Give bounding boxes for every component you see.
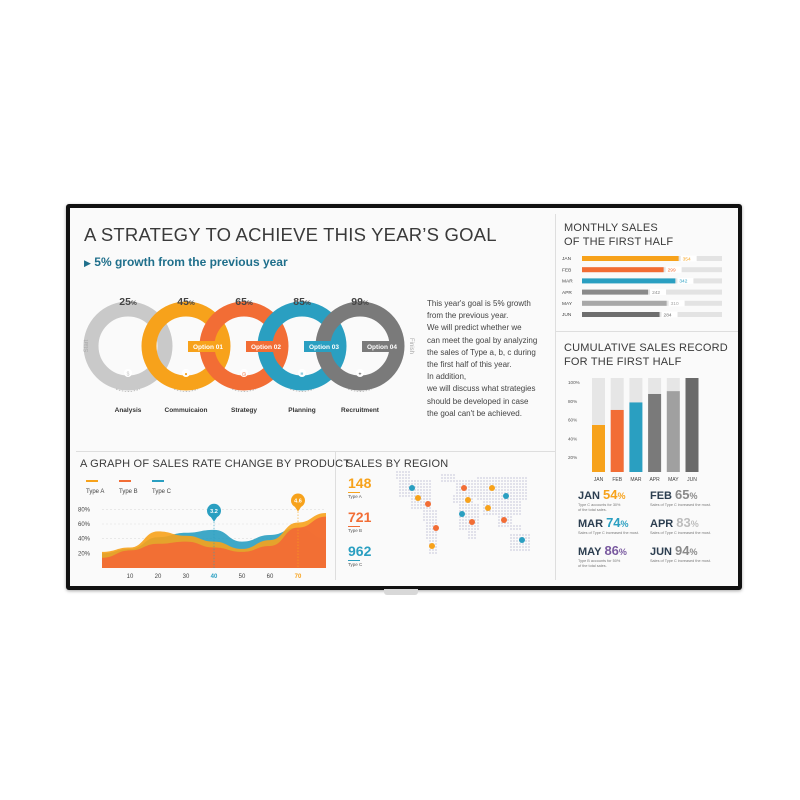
finish-label: Finish: [408, 337, 414, 355]
month-label: JAN: [562, 257, 572, 263]
x-tick-label: 10: [126, 574, 134, 580]
description-line: can meet the goal by analyzing: [427, 335, 538, 345]
divider-horizontal-bottom: [76, 451, 555, 452]
region-underline: [348, 560, 360, 561]
month-label: JAN: [593, 477, 604, 483]
stat-note: of the total sales.: [578, 564, 607, 568]
y-tick-label: 60%: [78, 522, 91, 528]
y-tick-label: 20%: [78, 551, 91, 558]
svg-text:✦: ✦: [357, 371, 363, 378]
sales-rate-chart: [76, 472, 334, 580]
stat-cell: [578, 488, 650, 513]
cumulative-bar: [686, 378, 699, 472]
marker-pin-tail: [210, 516, 218, 522]
map-pin: [415, 495, 421, 501]
x-tick-label: 40: [210, 574, 218, 580]
map-pin: [425, 501, 431, 507]
y-tick-label: 80%: [568, 398, 578, 404]
step-label: Planning: [288, 407, 316, 414]
y-tick-label: 40%: [78, 536, 91, 543]
description-line: the first half of this year.: [427, 360, 512, 370]
x-tick-label: 60: [266, 574, 274, 580]
x-tick-label: 20: [154, 574, 162, 580]
stat-line: [578, 544, 650, 559]
map-pin: [461, 485, 467, 491]
region-item: [348, 510, 371, 533]
monthly-bar: [582, 267, 664, 272]
monthly-sales-chart: [560, 252, 730, 326]
svg-text:$: $: [126, 371, 130, 378]
monthly-bar: [582, 301, 667, 306]
region-type: Type A: [348, 494, 362, 499]
stat-line: [650, 544, 722, 559]
region-value: 721: [348, 509, 372, 525]
stat-line: [650, 488, 722, 503]
stat-unit: %: [618, 547, 627, 557]
region-title: SALES BY REGION: [346, 458, 449, 470]
y-tick-label: 20%: [568, 455, 578, 461]
description-line: we will discuss what strategies: [427, 384, 536, 394]
y-tick-label: 80%: [78, 507, 91, 514]
stat-value: 83: [676, 515, 691, 530]
stat-cell: [650, 488, 722, 508]
step-label: Commuicaion: [164, 407, 208, 414]
step-percent: 99%: [351, 296, 369, 308]
map-pin: [433, 525, 439, 531]
divider-vertical-bottom: [335, 451, 336, 580]
page-subtitle: [84, 255, 288, 269]
bar-value: 354: [682, 257, 691, 263]
legend-swatch: [119, 480, 131, 482]
bar-value: 299: [667, 268, 676, 274]
month-label: APR: [649, 477, 660, 483]
stat-value: 94: [675, 543, 690, 558]
option-label: Option 02: [251, 344, 281, 351]
cumulative-chart: [564, 372, 710, 486]
sales-rate-title: A GRAPH OF SALES RATE CHANGE BY PRODUCT: [80, 458, 351, 470]
stat-month: FEB: [650, 490, 672, 502]
stat-month: MAY: [578, 546, 602, 558]
month-label: MAR: [562, 279, 573, 285]
step-label: Analysis: [114, 407, 142, 414]
step-percent: 45%: [177, 296, 195, 308]
map-pin: [489, 485, 495, 491]
bar-value: 342: [679, 279, 688, 285]
map-pin: [485, 505, 491, 511]
stat-month: JAN: [578, 490, 601, 502]
legend-label: Type C: [152, 489, 172, 495]
map-pin: [409, 485, 415, 491]
bar-value: 284: [663, 313, 672, 319]
page-title: A STRATEGY TO ACHIEVE THIS YEAR’S GOAL: [84, 224, 497, 245]
step-percent: 25%: [119, 296, 137, 308]
stat-value: 86: [604, 543, 619, 558]
month-label: FEB: [612, 477, 623, 483]
stat-note: Type B accounts for 50%: [578, 559, 621, 563]
stat-value: 54: [603, 487, 618, 502]
region-underline: [348, 492, 360, 493]
description-line: the goal can't be achieved.: [427, 408, 522, 418]
description-line: We will predict whether we: [427, 323, 522, 333]
cumulative-bar: [667, 391, 680, 472]
stat-month: MAR: [578, 518, 604, 530]
description: [427, 298, 552, 420]
description-line: should be developed in case: [427, 396, 529, 406]
monthly-bar: [582, 312, 660, 317]
month-label: MAY: [668, 477, 679, 483]
cumulative-bar: [648, 394, 661, 472]
step-percent: 85%: [293, 296, 311, 308]
monthly-bar: [582, 256, 679, 261]
x-tick-label: 30: [182, 574, 190, 580]
option-label: Option 03: [309, 344, 339, 351]
cumulative-bar: [592, 425, 605, 472]
stat-cell: [578, 544, 650, 569]
legend-label: Type A: [86, 489, 105, 495]
cumulative-stats: [578, 488, 728, 578]
legend-label: Type B: [119, 489, 138, 495]
marker-value: 4.6: [294, 498, 302, 505]
map-pin: [465, 497, 471, 503]
x-tick-label: 50: [238, 574, 246, 580]
map-pin: [429, 543, 435, 549]
stat-note: Type C accounts for 30%: [578, 503, 621, 507]
option-label: Option 01: [193, 344, 223, 351]
stat-value: 65: [675, 487, 690, 502]
stat-line: [650, 516, 722, 531]
bar-value: 310: [670, 302, 679, 308]
legend-swatch: [152, 480, 164, 482]
monitor-logo-bar: [384, 589, 418, 595]
step-percent: 65%: [235, 296, 253, 308]
cumulative-title: CUMULATIVE SALES RECORD FOR THE FIRST HALF: [564, 342, 728, 368]
stat-note: Sales of Type C increased the most.: [650, 531, 711, 535]
step-label: Strategy: [230, 407, 258, 414]
region-item: [348, 544, 371, 567]
subtitle-arrow-icon: ▶: [84, 258, 91, 268]
monthly-bar: [582, 278, 675, 283]
month-label: APR: [562, 290, 572, 296]
stat-note: Sales of Type C increased the most.: [578, 531, 639, 535]
subtitle-text: 5% growth from the previous year: [94, 255, 288, 269]
stat-month: APR: [650, 518, 674, 530]
description-line: from the previous year.: [427, 311, 509, 321]
stat-note: of the total sales.: [578, 508, 607, 512]
stat-unit: %: [617, 491, 626, 501]
y-tick-label: 100%: [568, 380, 580, 385]
svg-text:◷: ◷: [241, 371, 247, 378]
month-label: JUN: [687, 477, 697, 483]
legend-swatch: [86, 480, 98, 482]
world-map: [392, 470, 542, 570]
marker-value: 3.2: [210, 508, 218, 515]
region-value: 962: [348, 543, 372, 559]
svg-text:≡: ≡: [300, 371, 304, 378]
description-line: the sales of Type a, b, c during: [427, 347, 536, 357]
stat-unit: %: [620, 519, 629, 529]
stat-line: [578, 488, 650, 503]
stat-cell: [578, 516, 650, 536]
month-label: MAR: [630, 477, 642, 483]
display-monitor: [66, 204, 742, 590]
x-tick-label: 70: [294, 574, 302, 580]
divider-vertical-right: [555, 214, 556, 580]
region-type: Type B: [348, 528, 363, 533]
monthly-bar: [582, 290, 648, 295]
map-pin: [501, 517, 507, 523]
option-label: Option 04: [367, 344, 397, 351]
region-item: [348, 476, 371, 499]
region-underline: [348, 526, 360, 527]
stat-cell: [650, 544, 722, 564]
month-label: JUN: [562, 313, 572, 319]
description-line: This year's goal is 5% growth: [427, 299, 531, 308]
y-tick-label: 60%: [568, 417, 578, 423]
divider-horizontal-right: [555, 331, 738, 332]
map-pin: [503, 493, 509, 499]
stat-month: JUN: [650, 546, 673, 558]
svg-text:●: ●: [184, 371, 188, 378]
map-pin: [519, 537, 525, 543]
stat-note: Sales of Type C increased the most.: [650, 559, 711, 563]
region-value: 148: [348, 475, 372, 491]
stat-note: Sales of Type C increased the most.: [650, 503, 711, 507]
bar-value: 242: [652, 290, 661, 296]
month-label: FEB: [562, 268, 572, 274]
description-line: In addition,: [427, 372, 467, 382]
strategy-rings: [70, 288, 420, 418]
stat-line: [578, 516, 650, 531]
stat-cell: [650, 516, 722, 536]
y-tick-label: 40%: [568, 436, 578, 442]
map-pin: [459, 511, 465, 517]
cumulative-bar: [629, 402, 642, 472]
stat-value: 74: [606, 515, 621, 530]
stat-unit: %: [690, 519, 699, 529]
monthly-sales-title: MONTHLY SALES OF THE FIRST HALF: [564, 222, 674, 248]
month-label: MAY: [562, 302, 573, 307]
stat-unit: %: [689, 547, 698, 557]
cumulative-bar: [611, 410, 624, 472]
start-label: Start: [84, 339, 90, 353]
region-type: Type C: [348, 562, 363, 567]
dashboard-screen: [70, 208, 738, 586]
step-label: Recruitment: [341, 407, 379, 414]
marker-pin-tail: [294, 506, 302, 512]
map-pin: [469, 519, 475, 525]
stat-unit: %: [689, 491, 698, 501]
